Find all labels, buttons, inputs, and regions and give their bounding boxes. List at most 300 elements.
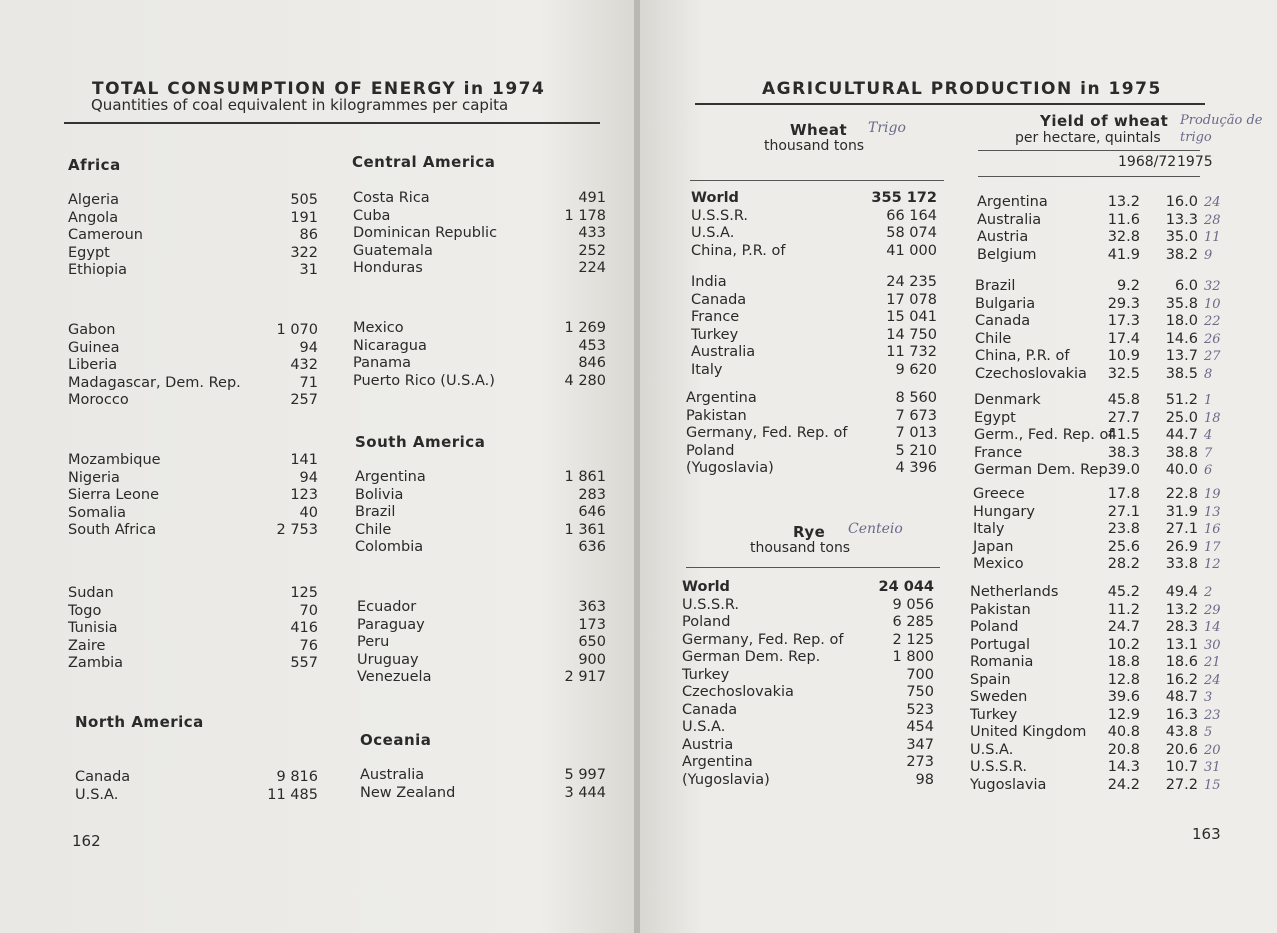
row-label: Brazil [355, 504, 396, 520]
row-label: Canada [75, 769, 131, 785]
table-row [357, 669, 606, 687]
table-row [970, 741, 1221, 760]
handwritten-rank: 32 [1204, 279, 1221, 294]
table-row [973, 486, 1221, 504]
row-label: Puerto Rico (U.S.A.) [353, 372, 495, 389]
yield-heading: Yield of wheat [1040, 112, 1169, 130]
table-row [970, 671, 1221, 690]
yield-1975: 44.7 [1165, 427, 1198, 443]
yield-1968-72: 39.0 [1107, 462, 1140, 478]
row-label: U.S.S.R. [682, 596, 740, 613]
table-row [68, 505, 318, 523]
central-america-group-2 [353, 320, 606, 390]
row-label: Belgium [977, 246, 1037, 263]
wheat-group-1 [691, 190, 937, 260]
row-label: Japan [973, 538, 1014, 555]
row-value: 41 000 [886, 242, 937, 259]
left-page-number: 162 [72, 832, 101, 850]
handwritten-rank: 6 [1204, 463, 1213, 478]
handwritten-rank: 30 [1204, 637, 1221, 653]
row-label: Austria [682, 736, 734, 753]
yield-1968-72: 23.8 [1107, 521, 1140, 537]
north-america-table [75, 769, 318, 804]
handwritten-rank: 24 [1204, 195, 1221, 210]
table-row [68, 262, 318, 280]
table-row [975, 348, 1221, 366]
row-label: Germ., Fed. Rep. of [974, 427, 1114, 443]
yield-1975: 27.1 [1165, 521, 1198, 537]
yield-1975: 49.4 [1165, 584, 1198, 600]
table-row [68, 522, 318, 540]
table-row [691, 327, 937, 345]
yield-1975: 16.3 [1165, 706, 1198, 723]
table-row [682, 719, 934, 737]
table-row [691, 208, 937, 226]
yield-1975: 13.7 [1165, 348, 1198, 364]
table-row [355, 504, 606, 522]
row-label: U.S.A. [691, 225, 735, 241]
yield-1968-72: 17.4 [1107, 330, 1140, 347]
handwritten-rank: 2 [1204, 585, 1213, 600]
row-label: China, P.R. of [975, 348, 1070, 364]
row-label: Cuba [353, 207, 391, 224]
row-label: Poland [970, 619, 1019, 635]
south-america-group-2 [357, 599, 606, 687]
table-row [974, 409, 1221, 428]
africa-group-2 [68, 322, 318, 410]
row-value: 650 [578, 634, 606, 650]
row-label: (Yugoslavia) [682, 771, 770, 788]
table-row [975, 278, 1221, 296]
row-label: France [974, 444, 1023, 461]
handwritten-rank: 3 [1204, 690, 1213, 705]
yield-1968-72: 32.5 [1107, 365, 1140, 382]
yield-1975: 18.0 [1165, 313, 1198, 329]
table-row [68, 452, 318, 470]
table-row [686, 408, 937, 426]
north-america-heading: North America [75, 713, 204, 731]
row-label: Netherlands [970, 584, 1059, 600]
row-label: Zaire [68, 637, 106, 654]
row-label: Sierra Leone [68, 487, 160, 503]
rye-handwritten-note: Centeio [848, 521, 903, 537]
row-value: 454 [906, 719, 934, 735]
yield-1975: 20.6 [1165, 741, 1198, 758]
table-row [68, 192, 318, 210]
table-row [357, 617, 606, 635]
row-label: Yugoslavia [970, 776, 1047, 793]
row-label: Dominican Republic [353, 225, 498, 241]
yield-1968-72: 32.8 [1107, 229, 1140, 245]
table-row [353, 320, 606, 338]
row-value: 9 056 [892, 596, 934, 613]
row-value: 1 178 [564, 207, 606, 224]
table-row [682, 579, 934, 597]
table-row [682, 597, 934, 615]
yield-1975: 26.9 [1165, 538, 1198, 555]
table-row [977, 194, 1221, 212]
row-label: New Zealand [360, 784, 456, 801]
row-value: 355 172 [871, 190, 937, 206]
table-row [975, 330, 1221, 349]
table-row [691, 225, 937, 243]
table-row [973, 503, 1221, 522]
south-america-group-1 [355, 469, 606, 557]
yield-1968-72: 40.8 [1107, 724, 1140, 740]
yield-group-1 [977, 194, 1221, 264]
row-label: Pakistan [970, 601, 1031, 618]
row-label: Tunisia [68, 620, 118, 636]
row-value: 636 [578, 539, 606, 555]
yield-1975: 16.0 [1165, 194, 1198, 210]
yield-1968-72: 13.2 [1107, 194, 1140, 210]
table-row [691, 344, 937, 362]
yield-1968-72: 27.7 [1107, 409, 1140, 426]
row-label: Guatemala [353, 242, 433, 259]
row-label: Panama [353, 355, 412, 371]
row-value: 1 800 [892, 649, 934, 665]
table-row [973, 556, 1221, 574]
row-label: Portugal [970, 636, 1031, 653]
row-label: Costa Rica [353, 190, 430, 206]
central-america-heading: Central America [352, 153, 496, 171]
row-value: 505 [290, 192, 318, 208]
yield-1968-72: 45.2 [1107, 584, 1140, 600]
yield-1968-72: 24.2 [1107, 776, 1140, 793]
wheat-header-rule [690, 180, 944, 181]
yield-1968-72: 20.8 [1107, 741, 1140, 758]
row-label: Chile [355, 521, 392, 538]
oceania-heading: Oceania [360, 731, 432, 749]
yield-1975: 10.7 [1165, 759, 1198, 775]
table-row [682, 772, 934, 790]
table-row [691, 243, 937, 261]
yield-1975: 51.2 [1165, 392, 1198, 408]
table-row [353, 225, 606, 243]
row-label: Australia [691, 344, 756, 360]
row-label: Argentina [977, 194, 1048, 210]
table-row [691, 274, 937, 292]
yield-1968-72: 27.1 [1107, 503, 1140, 520]
row-label: Honduras [353, 260, 423, 276]
yield-1968-72: 12.8 [1107, 671, 1140, 688]
yield-1975: 22.8 [1165, 486, 1198, 502]
row-label: Peru [357, 634, 390, 650]
table-row [970, 636, 1221, 655]
row-label: U.S.S.R. [691, 207, 749, 224]
row-label: Sudan [68, 585, 114, 601]
handwritten-rank: 17 [1204, 539, 1221, 555]
yield-group-5 [970, 584, 1221, 794]
row-value: 66 164 [886, 207, 937, 224]
table-row [68, 470, 318, 488]
row-label: Australia [360, 767, 425, 783]
handwritten-rank: 1 [1204, 393, 1213, 408]
row-label: Angola [68, 209, 119, 226]
table-row [973, 521, 1221, 539]
table-row [691, 309, 937, 327]
table-row [68, 375, 318, 393]
yield-1968-72: 41.9 [1107, 246, 1140, 263]
row-value: 98 [915, 771, 934, 788]
row-value: 40 [299, 504, 318, 521]
table-row [686, 443, 937, 461]
table-row [68, 585, 318, 603]
row-value: 7 673 [895, 407, 937, 424]
row-value: 347 [906, 736, 934, 753]
row-value: 283 [578, 486, 606, 503]
table-row [686, 460, 937, 478]
table-row [970, 689, 1213, 707]
rye-header-rule [686, 567, 940, 568]
wheat-heading: Wheat [790, 121, 848, 139]
row-label: World [682, 579, 730, 595]
wheat-group-2 [691, 274, 937, 379]
row-value: 363 [578, 599, 606, 615]
yield-1975: 35.0 [1165, 229, 1198, 245]
table-row [68, 487, 318, 505]
row-label: German Dem. Rep. [974, 462, 1113, 478]
row-value: 2 917 [564, 669, 606, 685]
yield-1975: 48.7 [1165, 689, 1198, 705]
handwritten-rank: 10 [1204, 296, 1221, 312]
row-value: 900 [578, 651, 606, 668]
table-row [75, 787, 318, 805]
yield-1975: 28.3 [1165, 619, 1198, 635]
row-value: 11 485 [267, 786, 318, 803]
central-america-group-1 [353, 190, 606, 278]
table-row [974, 392, 1213, 410]
row-label: Nicaragua [353, 337, 427, 354]
yield-1975: 13.2 [1165, 601, 1198, 618]
row-label: Spain [970, 671, 1011, 688]
yield-1975: 16.2 [1165, 671, 1198, 688]
row-label: Mozambique [68, 452, 161, 468]
row-label: Bolivia [355, 486, 404, 503]
table-row [970, 619, 1221, 637]
table-row [68, 340, 318, 358]
row-value: 416 [290, 620, 318, 636]
row-label: China, P.R. of [691, 242, 786, 259]
table-row [353, 243, 606, 261]
africa-group-3 [68, 452, 318, 540]
energy-subtitle: Quantities of coal equivalent in kilogrammes per capita [91, 96, 509, 114]
row-label: Hungary [973, 503, 1035, 520]
yield-1968-72: 14.3 [1107, 759, 1140, 775]
yield-1968-72: 10.2 [1107, 636, 1140, 653]
oceania-table [360, 767, 606, 802]
table-row [682, 632, 934, 650]
row-label: Czechoslovakia [975, 365, 1087, 382]
row-value: 94 [299, 339, 318, 356]
row-value: 5 997 [564, 767, 606, 783]
agri-title-rule [695, 103, 1205, 105]
row-label: Argentina [686, 390, 757, 406]
handwritten-rank: 13 [1204, 504, 1221, 520]
table-row [68, 603, 318, 621]
row-label: Australia [977, 211, 1042, 228]
energy-title-rule [64, 122, 600, 124]
handwritten-rank: 16 [1204, 522, 1221, 537]
table-row [355, 487, 606, 505]
row-value: 71 [299, 374, 318, 391]
table-row [68, 655, 318, 673]
row-label: U.S.S.R. [970, 759, 1028, 775]
row-value: 31 [299, 262, 318, 278]
row-value: 1 361 [564, 521, 606, 538]
row-label: Denmark [974, 392, 1041, 408]
row-value: 17 078 [886, 291, 937, 308]
row-value: 433 [578, 225, 606, 241]
table-row [977, 229, 1221, 247]
row-label: World [691, 190, 739, 206]
table-row [68, 322, 318, 340]
handwritten-rank: 22 [1204, 314, 1221, 329]
table-row [686, 425, 937, 443]
table-row [68, 392, 318, 410]
row-label: Nigeria [68, 469, 120, 486]
row-label: Pakistan [686, 407, 747, 424]
table-row [682, 737, 934, 755]
yield-1968-72: 25.6 [1107, 538, 1140, 555]
table-row [355, 522, 606, 540]
table-row [353, 260, 606, 278]
yield-1975: 18.6 [1165, 654, 1198, 670]
row-value: 2 753 [276, 522, 318, 538]
row-label: Guinea [68, 339, 120, 356]
row-value: 1 269 [564, 320, 606, 336]
row-label: France [691, 309, 740, 325]
table-row [686, 390, 937, 408]
wheat-handwritten-note: Trigo [868, 120, 906, 136]
table-row [977, 246, 1213, 265]
table-row [357, 599, 606, 617]
row-label: German Dem. Rep. [682, 649, 821, 665]
table-row [357, 634, 606, 652]
table-row [970, 654, 1221, 672]
row-label: Zambia [68, 655, 124, 671]
table-row [360, 767, 606, 785]
row-value: 58 074 [886, 225, 937, 241]
row-label: Morocco [68, 392, 129, 408]
row-value: 646 [578, 504, 606, 520]
row-value: 6 285 [892, 614, 934, 630]
handwritten-rank: 27 [1204, 349, 1221, 364]
table-row [974, 444, 1213, 463]
table-row [682, 649, 934, 667]
table-row [682, 702, 934, 720]
wheat-group-3 [686, 390, 937, 478]
row-label: Chile [975, 330, 1012, 347]
row-label: Czechoslovakia [682, 684, 794, 700]
yield-group-4 [973, 486, 1221, 574]
table-row [355, 539, 606, 557]
row-value: 491 [578, 190, 606, 206]
table-row [977, 211, 1221, 230]
row-label: Poland [682, 614, 731, 630]
row-value: 24 044 [878, 579, 934, 595]
row-label: Uruguay [357, 651, 419, 668]
yield-1975: 35.8 [1165, 295, 1198, 312]
row-label: Germany, Fed. Rep. of [682, 631, 844, 648]
handwritten-rank: 31 [1204, 760, 1221, 775]
table-row [970, 776, 1221, 795]
right-page-number: 163 [1192, 825, 1221, 843]
row-value: 123 [290, 487, 318, 503]
row-value: 4 280 [564, 372, 606, 389]
row-label: U.S.A. [970, 741, 1014, 758]
yield-1968-72: 12.9 [1107, 706, 1140, 723]
table-row [353, 355, 606, 373]
handwritten-rank: 26 [1204, 331, 1221, 347]
yield-1968-72: 10.9 [1107, 348, 1140, 364]
row-label: Italy [973, 521, 1005, 537]
table-row [682, 754, 934, 772]
table-row [68, 210, 318, 228]
row-label: Argentina [682, 754, 753, 770]
row-label: Liberia [68, 357, 118, 373]
row-label: Canada [682, 701, 738, 718]
row-value: 14 750 [886, 326, 937, 343]
yield-1968-72: 28.2 [1107, 556, 1140, 572]
row-label: Greece [973, 486, 1025, 502]
yield-1968-72: 38.3 [1107, 444, 1140, 461]
handwritten-rank: 20 [1204, 742, 1221, 758]
row-label: Gabon [68, 322, 116, 338]
row-label: Egypt [974, 409, 1016, 426]
table-row [975, 313, 1221, 331]
row-label: Brazil [975, 278, 1016, 294]
row-label: Somalia [68, 504, 127, 521]
table-row [360, 785, 606, 803]
yield-header-rule [978, 176, 1200, 177]
row-label: Venezuela [357, 669, 432, 685]
energy-title: TOTAL CONSUMPTION OF ENERGY in 1974 [92, 79, 546, 99]
table-row [970, 759, 1221, 777]
row-label: Cameroun [68, 227, 143, 243]
yield-1975: 6.0 [1174, 278, 1198, 294]
yield-1975: 38.5 [1165, 365, 1198, 382]
row-value: 846 [578, 355, 606, 371]
table-row [682, 684, 934, 702]
row-label: Canada [691, 291, 747, 308]
table-row [68, 620, 318, 638]
table-row [353, 208, 606, 226]
handwritten-rank: 19 [1204, 487, 1221, 502]
table-row [691, 292, 937, 310]
table-row [353, 373, 606, 391]
africa-heading: Africa [68, 156, 121, 174]
yield-1968-72: 17.3 [1107, 313, 1140, 329]
row-value: 125 [290, 585, 318, 601]
row-value: 76 [299, 637, 318, 654]
row-label: Bulgaria [975, 295, 1036, 312]
row-label: U.S.A. [75, 786, 119, 803]
yield-1975: 13.1 [1165, 636, 1198, 653]
table-row [75, 769, 318, 787]
row-value: 523 [906, 701, 934, 718]
rye-unit: thousand tons [750, 540, 851, 556]
row-value: 191 [290, 209, 318, 226]
row-value: 5 210 [895, 442, 937, 459]
row-label: U.S.A. [682, 719, 726, 735]
row-label: Poland [686, 442, 735, 459]
row-value: 432 [290, 357, 318, 373]
yield-1968-72: 45.8 [1107, 392, 1140, 408]
row-value: 15 041 [886, 309, 937, 325]
row-label: Algeria [68, 192, 119, 208]
yield-group-3 [974, 392, 1221, 480]
